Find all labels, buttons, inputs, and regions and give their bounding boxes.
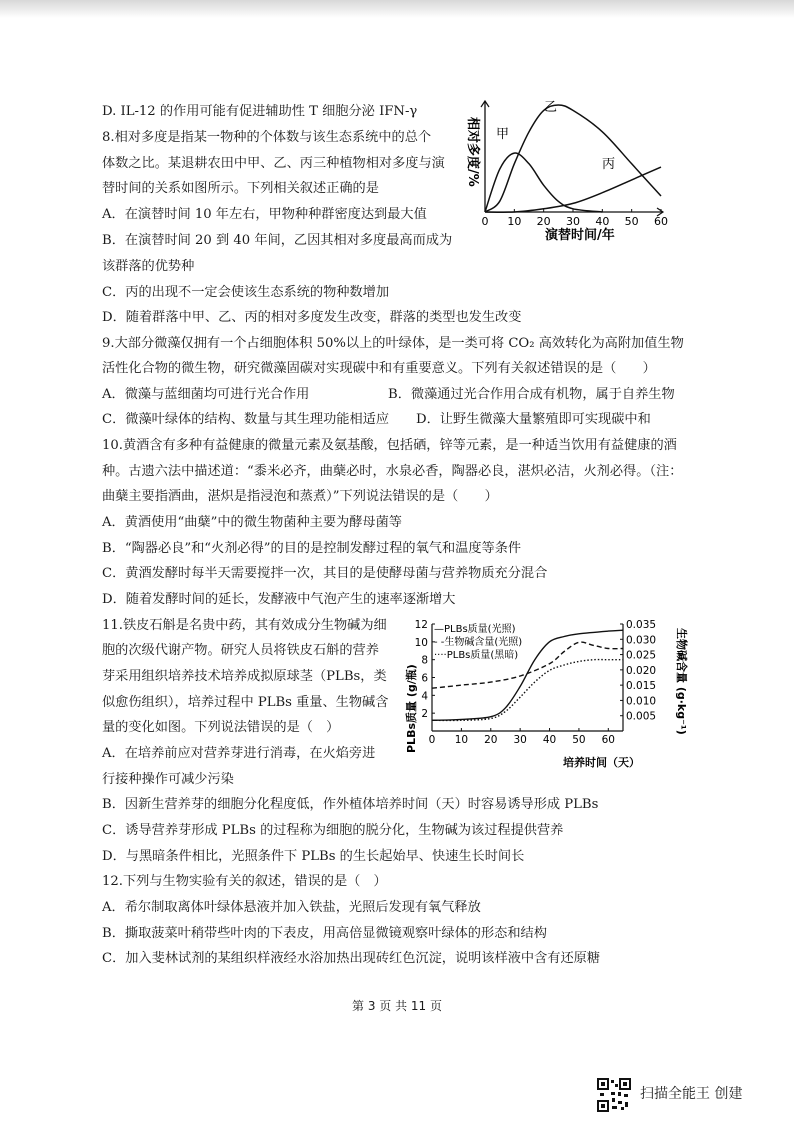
left-tick-label: 10 [414, 636, 428, 649]
q11-stem-line-5: 量的变化如图。下列说法错误的是（ ） [102, 720, 340, 735]
curve-bing [485, 167, 661, 212]
x-tick-label: 30 [513, 734, 527, 746]
q10-option-d: D．随着发酵时间的延长，发酵液中气泡产生的速率逐渐增大 [102, 592, 456, 607]
chart-x-axis-label: 演替时间/年 [545, 228, 615, 243]
q9-option-c: C．微藻叶绿体的结构、数量与其生理功能相适应 [102, 412, 390, 427]
x-tick-label: 20 [484, 734, 498, 746]
x-axis-label: 培养时间（天） [563, 756, 640, 769]
curve-plbs-dark [432, 660, 623, 721]
scan-top-shadow [0, 0, 794, 18]
left-tick-label: 8 [421, 654, 428, 667]
q12-stem: 12.下列与生物实验有关的叙述，错误的是（ ） [102, 874, 387, 889]
q8-option-c: C．丙的出现不一定会使该生态系统的物种数增加 [102, 285, 390, 300]
page-footer: 第 3 页 共 11 页 [352, 999, 442, 1013]
q11-stem-line-3: 芽采用组织培养技术培养成拟原球茎（PLBs，类 [102, 669, 387, 684]
right-tick-label: 0.035 [626, 619, 657, 631]
x-tick-label: 20 [536, 215, 551, 228]
series-label-jia: 甲 [496, 127, 510, 142]
q8-option-d: D．随着群落中甲、乙、丙的相对多度发生改变，群落的类型也发生改变 [102, 310, 522, 325]
q8-option-b-cont: 该群落的优势种 [102, 259, 195, 274]
left-tick-label: 4 [421, 690, 428, 703]
q11-stem-line-2: 胞的次级代谢产物。研究人员将铁皮石斛的营养 [102, 643, 379, 658]
legend-alkaloid-light: - -生物碱含量(光照) [434, 637, 523, 648]
x-tick-label: 0 [428, 734, 436, 746]
q10-option-a: A．黄酒使用“曲蘖”中的微生物菌种主要为酵母菌等 [102, 515, 402, 530]
plbs-alkaloid-chart [398, 618, 700, 770]
curve-yi [485, 105, 661, 212]
q12-option-a: A．希尔制取离体叶绿体悬液并加入铁盐，光照后发现有氧气释放 [102, 900, 481, 915]
q8-option-a: A．在演替时间 10 年左右，甲物种种群密度达到最大值 [102, 207, 427, 222]
q8-option-b: B．在演替时间 20 到 40 年间，乙因其相对多度最高而成为 [102, 233, 453, 248]
right-tick-label: 0.030 [626, 634, 657, 647]
q11-stem-line-4: 似愈伤组织），培养过程中 PLBs 重量、生物碱含 [102, 695, 389, 710]
series-label-yi: 乙 [544, 100, 558, 115]
x-tick-label: 60 [654, 215, 668, 228]
q9-option-d: D．让野生微藻大量繁殖即可实现碳中和 [416, 412, 651, 427]
scanner-watermark: 扫描全能王 创建 [640, 1086, 743, 1102]
q8-stem-line-2: 体数之比。某退耕农田中甲、乙、丙三种植物相对多度与演 [102, 156, 445, 171]
x-tick-label: 0 [481, 215, 489, 228]
q10-stem-line-2: 种。古遗六法中描述道：“黍米必齐，曲蘖必时，水泉必香，陶器必良，湛炽必洁，火剂必得。（注： [102, 464, 683, 479]
q7-option-d: D. IL-12 的作用可能有促进辅助性 T 细胞分泌 IFN-γ [102, 104, 418, 119]
q11-option-c: C．诱导营养芽形成 PLBs 的过程称为细胞的脱分化，生物碱为该过程提供营养 [102, 823, 564, 838]
x-tick-label: 50 [624, 215, 639, 228]
x-tick-label: 10 [454, 734, 469, 746]
series-label-bing: 丙 [602, 157, 616, 172]
q11-option-b: B．因新生营养芽的细胞分化程度低，作外植体培养时间（天）时容易诱导形成 PLBs [102, 797, 599, 812]
left-y-axis-label: PLBs质量 (g/瓶) [405, 664, 418, 753]
q8-stem-line-3: 替时间的关系如图所示。下列相关叙述正确的是 [102, 181, 379, 196]
q9-stem-line-1: 9.大部分微藻仅拥有一个占细胞体积 50%以上的叶绿体，是一类可将 CO₂ 高效转化为高附加值生物 [102, 336, 684, 351]
right-y-axis-label: 生物碱含量 (g·kg⁻¹) [675, 628, 688, 735]
q10-stem-line-3: 曲蘖主要指酒曲，湛炽是指浸泡和蒸煮）”下列说法错误的是（ ） [102, 489, 498, 504]
q8-stem-line-1: 8.相对多度是指某一物种的个体数与该生态系统中的总个 [102, 130, 432, 145]
right-tick-label: 0.025 [626, 649, 657, 662]
chart-y-axis-label: 相对多度/% [465, 117, 480, 187]
x-tick-label: 40 [595, 215, 610, 228]
right-tick-label: 0.010 [626, 695, 657, 708]
q9-option-b: B．微藻通过光合作用合成有机物，属于自养生物 [388, 387, 675, 402]
x-tick-label: 40 [542, 734, 557, 746]
q12-option-b: B．撕取菠菜叶稍带些叶肉的下表皮，用高倍显微镜观察叶绿体的形态和结构 [102, 926, 547, 941]
q11-option-a: A．在培养前应对营养芽进行消毒，在火焰旁进 [102, 746, 376, 761]
q11-option-d: D．与黑暗条件相比，光照条件下 PLBs 的生长起始早、快速生长时间长 [102, 849, 525, 864]
right-tick-label: 0.005 [626, 710, 657, 723]
succession-abundance-chart [450, 95, 690, 245]
x-tick-label: 30 [566, 215, 580, 228]
q9-stem-line-2: 活性化合物的微生物，研究微藻固碳对实现碳中和有重要意义。下列有关叙述错误的是（ ） [102, 361, 656, 376]
right-tick-label: 0.015 [626, 680, 657, 693]
left-tick-label: 2 [421, 708, 428, 721]
q10-option-b: B．“陶器必良”和“火剂必得”的目的是控制发酵过程的氧气和温度等条件 [102, 541, 522, 556]
right-tick-label: 0.020 [626, 664, 657, 677]
x-tick-label: 50 [572, 734, 586, 746]
x-tick-label: 10 [507, 215, 522, 228]
q9-option-a: A．微藻与蓝细菌均可进行光合作用 [102, 387, 310, 402]
q12-option-c: C．加入斐林试剂的某组织样液经水浴加热出现砖红色沉淀，说明该样液中含有还原糖 [102, 951, 601, 966]
legend-plbs-light: —PLBs质量(光照) [434, 624, 516, 635]
legend-plbs-dark: ····PLBs质量(黑暗) [434, 650, 519, 661]
q11-option-a-cont: 行接种操作可减少污染 [102, 772, 234, 787]
qr-code-icon [597, 1078, 631, 1112]
q11-stem-line-1: 11.铁皮石斛是名贵中药，其有效成分生物碱为细 [102, 618, 387, 633]
q10-option-c: C．黄酒发酵时每半天需要搅拌一次，其目的是使酵母菌与营养物质充分混合 [102, 566, 548, 581]
x-tick-label: 60 [601, 734, 615, 746]
curve-jia [485, 153, 602, 212]
left-tick-label: 12 [414, 619, 428, 631]
q10-stem-line-1: 10.黄酒含有多种有益健康的微量元素及氨基酸，包括硒，锌等元素，是一种适当饮用有益健康的酒 [102, 438, 677, 453]
left-tick-label: 6 [421, 672, 428, 685]
